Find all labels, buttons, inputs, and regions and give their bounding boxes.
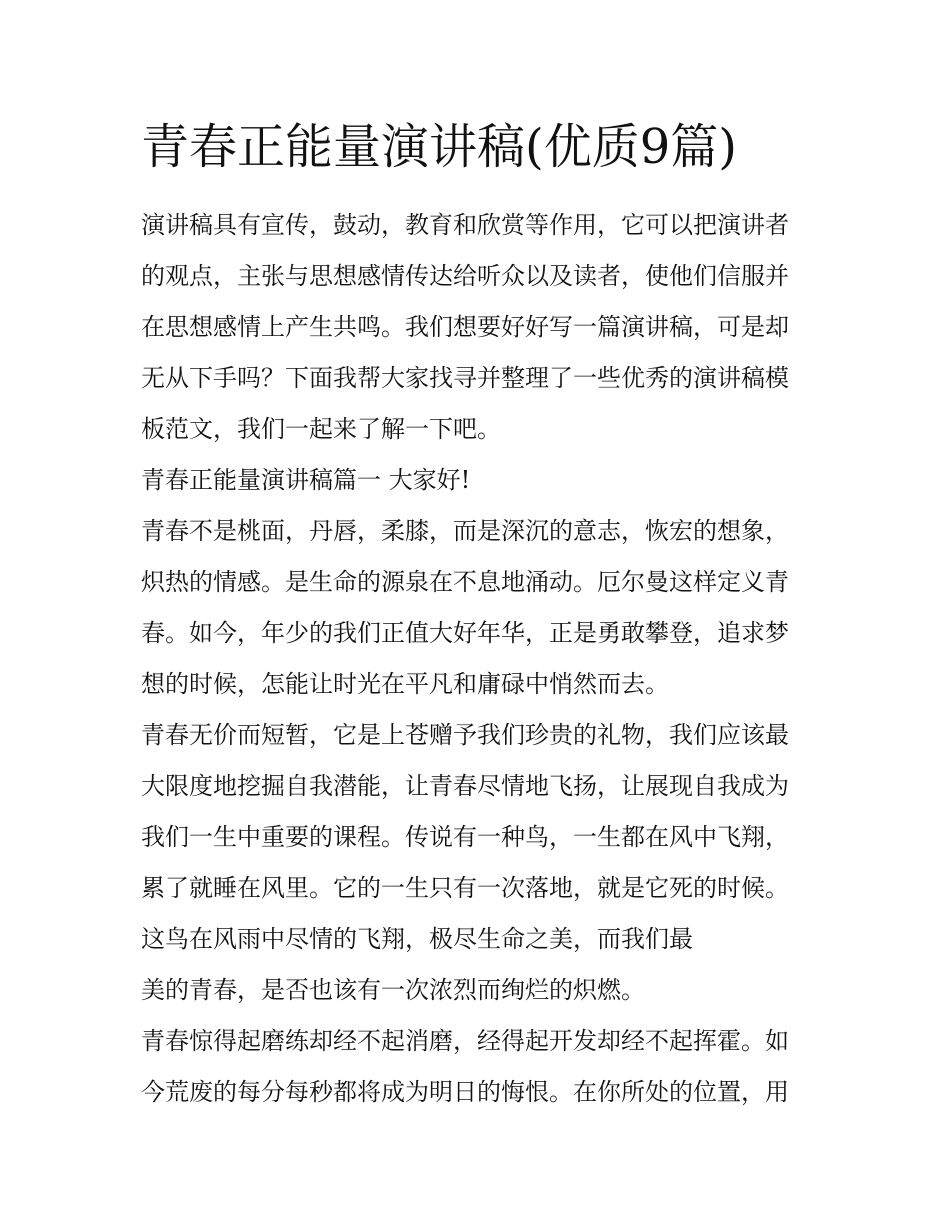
text-line: 板范文，我们一起来了解一下吧。 xyxy=(141,415,501,443)
text-line: 这鸟在风雨中尽情的飞翔，极尽生命之美，而我们最 xyxy=(141,925,693,953)
text-line: 青春无价而短暂，它是上苍赠予我们珍贵的礼物，我们应该最 xyxy=(141,721,789,749)
text-line: 想的时候，怎能让时光在平凡和庸碌中悄然而去。 xyxy=(141,670,669,698)
document-body xyxy=(141,200,821,1118)
text-line: 在思想感情上产生共鸣。我们想要好好写一篇演讲稿，可是却 xyxy=(141,313,789,341)
text-line: 大限度地挖掘自我潜能，让青春尽情地飞扬，让展现自我成为 xyxy=(141,772,789,800)
text-line: 美的青春，是否也该有一次浓烈而绚烂的炽燃。 xyxy=(141,976,645,1004)
text-line: 今荒废的每分每秒都将成为明日的悔恨。在你所处的位置，用 xyxy=(141,1078,789,1106)
text-line: 累了就睡在风里。它的一生只有一次落地，就是它死的时候。 xyxy=(141,874,789,902)
text-line: 我们一生中重要的课程。传说有一种鸟，一生都在风中飞翔， xyxy=(141,823,789,851)
text-line: 青春惊得起磨练却经不起消磨，经得起开发却经不起挥霍。如 xyxy=(141,1027,789,1055)
text-line: 炽热的情感。是生命的源泉在不息地涌动。厄尔曼这样定义青 xyxy=(141,568,789,596)
text-line: 无从下手吗？下面我帮大家找寻并整理了一些优秀的演讲稿模 xyxy=(141,364,789,392)
section-heading: 青春正能量演讲稿篇一 大家好! xyxy=(141,466,471,494)
text-line: 的观点，主张与思想感情传达给听众以及读者，使他们信服并 xyxy=(141,262,789,290)
text-line: 春。如今，年少的我们正值大好年华，正是勇敢攀登，追求梦 xyxy=(141,619,789,647)
document-title: 青春正能量演讲稿(优质9篇) xyxy=(141,119,737,175)
text-line: 青春不是桃面，丹唇，柔膝，而是深沉的意志，恢宏的想象， xyxy=(141,517,789,545)
text-line: 演讲稿具有宣传，鼓动，教育和欣赏等作用，它可以把演讲者 xyxy=(141,211,789,239)
